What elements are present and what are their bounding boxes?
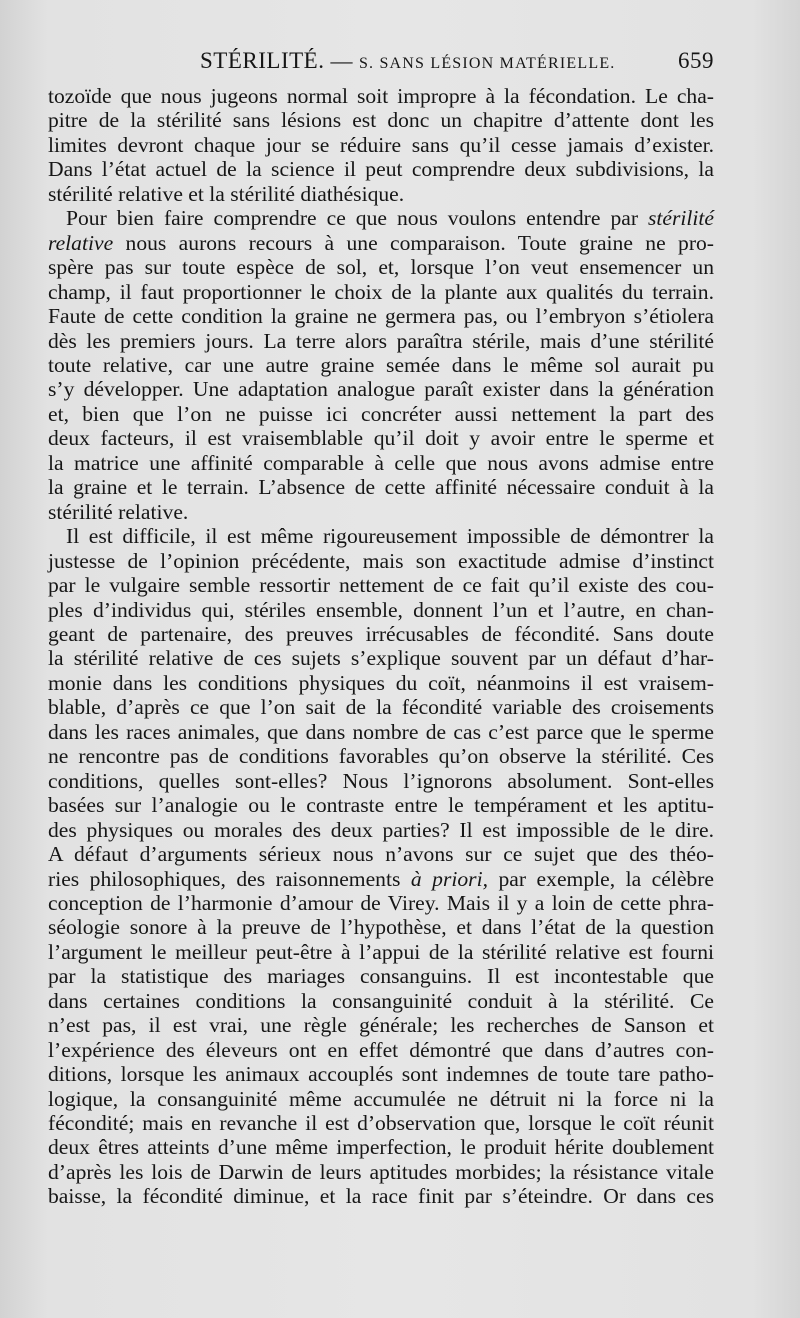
text-line: stérilité relative et la stérilité diathésique. xyxy=(48,181,405,206)
body-text xyxy=(48,84,714,1209)
text-line: séologie sonore à la preuve de l’hypothèse, et dans l’état de la question xyxy=(48,915,714,940)
text-line: Pour bien faire comprendre ce que nous voulons entendre par stérilité xyxy=(66,206,714,231)
text-line: toute relative, car une autre graine semée dans le même sol aurait pu xyxy=(48,352,714,377)
text-line: limites devront chaque jour se réduire sans qu’il cesse jamais d’exister. xyxy=(48,132,714,157)
text-line: monie dans les conditions physiques du coït, néanmoins il est vraisem- xyxy=(48,670,714,695)
text-line: par le vulgaire semble ressortir nettement de ce fait qu’il existe des cou- xyxy=(48,573,714,598)
text-line: logique, la consanguinité même accumulée ne détruit ni la force ni la xyxy=(48,1086,714,1111)
running-title-dash: — xyxy=(324,48,359,73)
text-line: n’est pas, il est vrai, une règle générale; les recherches de Sanson et xyxy=(48,1013,714,1038)
text-line: d’après les lois de Darwin de leurs aptitudes morbides; la résistance vitale xyxy=(48,1159,714,1184)
text-line: geant de partenaire, des preuves irrécusables de fécondité. Sans doute xyxy=(48,621,714,646)
text-line: justesse de l’opinion précédente, mais son exactitude admise d’instinct xyxy=(48,548,714,573)
text-line: ries philosophiques, des raisonnements à priori, par exemple, la célèbre xyxy=(48,866,715,891)
text-line: pitre de la stérilité sans lésions est donc un chapitre d’attente dont les xyxy=(48,108,714,133)
text-line: l’expérience des éleveurs ont en effet démontré que dans d’autres con- xyxy=(48,1037,714,1062)
text-line: deux facteurs, il est vraisemblable qu’il doit y avoir entre le sperme et xyxy=(48,426,714,451)
text-line: spère pas sur toute espèce de sol, et, lorsque l’on veut ensemencer un xyxy=(48,255,714,280)
text-line: dans les races animales, que dans nombre de cas c’est parce que le sperme xyxy=(48,719,714,744)
text-line: A défaut d’arguments sérieux nous n’avons sur ce sujet que des théo- xyxy=(48,842,714,867)
text-line: Il est difficile, il est même rigoureusement impossible de démontrer la xyxy=(66,524,714,549)
text-line: s’y développer. Une adaptation analogue paraît exister dans la génération xyxy=(48,377,714,402)
italic-term: stérilité xyxy=(648,206,714,231)
text-line: par la statistique des mariages consanguins. Il est incontestable que xyxy=(48,964,714,989)
text-line: champ, il faut proportionner le choix de la plante aux qualités du terrain. xyxy=(48,279,714,304)
text-line: relative nous aurons recours à une comparaison. Toute graine ne pro- xyxy=(48,230,714,255)
text-line: deux êtres atteints d’une même imperfection, le produit hérite doublement xyxy=(48,1135,714,1160)
text-line: la graine et le terrain. L’absence de cette affinité nécessaire conduit à la xyxy=(48,475,714,500)
text-line: basées sur l’analogie ou le contraste entre le tempérament et les aptitu- xyxy=(48,793,714,818)
paragraph-2 xyxy=(48,206,714,524)
text-line: Faute de cette condition la graine ne germera pas, ou l’embryon s’étiolera xyxy=(48,304,714,329)
text-line: ples d’individus qui, stériles ensemble, donnent l’un et l’autre, en chan- xyxy=(48,597,714,622)
running-title-sub: S. SANS LÉSION MATÉRIELLE. xyxy=(358,55,616,72)
italic-term: relative xyxy=(48,230,114,255)
text-line: fécondité; mais en revanche il est d’observation que, lorsque le coït réunit xyxy=(48,1111,714,1136)
text-line: Dans l’état actuel de la science il peut comprendre deux subdivisions, la xyxy=(48,157,714,182)
running-header xyxy=(48,48,714,82)
text-line: ne rencontre pas de conditions favorables qu’on observe la stérilité. Ces xyxy=(48,744,714,769)
paragraph-1 xyxy=(48,84,714,206)
text-line: la stérilité relative de ces sujets s’explique souvent par un défaut d’har- xyxy=(48,646,714,671)
text-line: baisse, la fécondité diminue, et la race finit par s’éteindre. Or dans ces xyxy=(48,1184,714,1209)
text-line: dès les premiers jours. La terre alors paraîtra stérile, mais d’une stérilité xyxy=(48,328,714,353)
text-line: tozoïde que nous jugeons normal soit impropre à la fécondation. Le cha- xyxy=(48,84,714,108)
text-line: et, bien que l’on ne puisse ici concréter aussi nettement la part des xyxy=(48,401,714,426)
running-title-main: STÉRILITÉ. xyxy=(200,48,325,73)
text-line: conditions, quelles sont-elles? Nous l’ignorons absolument. Sont-elles xyxy=(48,768,714,793)
text-line: ditions, lorsque les animaux accouplés sont indemnes de toute tare patho- xyxy=(48,1062,714,1087)
paragraph-3 xyxy=(48,524,714,1209)
text-line: blable, d’après ce que l’on sait de la fécondité variable des croisements xyxy=(48,695,714,720)
text-line: la matrice une affinité comparable à celle que nous avons admise entre xyxy=(48,450,714,475)
page-number: 659 xyxy=(678,48,714,73)
text-line: l’argument le meilleur peut-être à l’appui de la stérilité relative est fourni xyxy=(48,939,714,964)
text-line: stérilité relative. xyxy=(48,499,189,524)
text-line: dans certaines conditions la consanguinité conduit à la stérilité. Ce xyxy=(48,988,714,1013)
italic-term: à priori, xyxy=(410,866,488,891)
text-line: des physiques ou morales des deux parties? Il est impossible de le dire. xyxy=(48,817,714,842)
running-title xyxy=(200,48,616,74)
text-line: conception de l’harmonie d’amour de Virey. Mais il y a loin de cette phra- xyxy=(48,890,714,915)
